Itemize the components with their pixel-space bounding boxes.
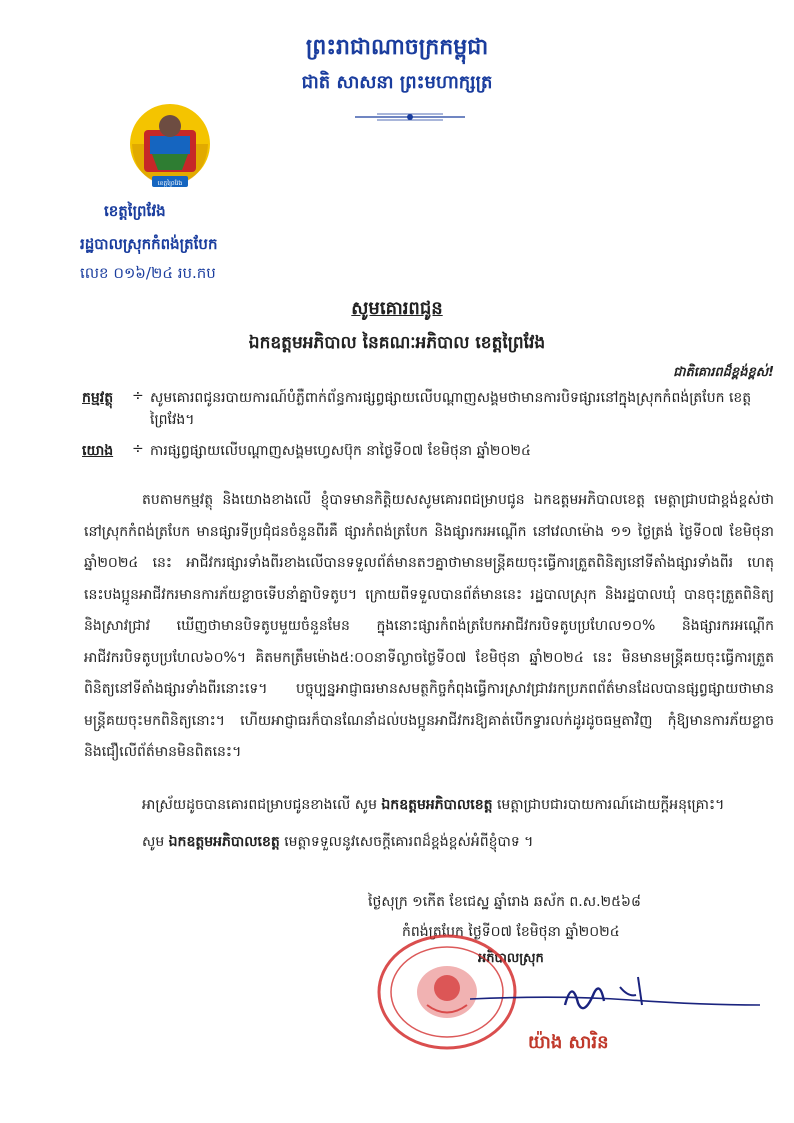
reference-text: ការផ្សព្វផ្សាយលើបណ្ដាញសង្គមហ្វេសប៊ុក នាថ្ងៃទី០៧ ខែមិថុនា ឆ្នាំ២០២៤ bbox=[150, 443, 531, 459]
letter-heading: សូមគោរពជូន bbox=[351, 298, 443, 319]
signer-title: អភិបាលស្រុក bbox=[478, 951, 544, 966]
closing-text-pre: សូម bbox=[142, 834, 169, 850]
reference-number: លេខ ០១៦/២៤ រប.កប bbox=[80, 264, 216, 282]
closing-recipient: ឯកឧត្តមអភិបាលខេត្ត bbox=[168, 834, 280, 850]
signature-icon bbox=[470, 965, 760, 1025]
request-paragraph bbox=[142, 795, 724, 816]
subject-separator: ÷ bbox=[132, 388, 144, 404]
district-hall-name: រដ្ឋបាលស្រុកកំពង់ត្របែក bbox=[80, 235, 218, 253]
lunar-date: ថ្ងៃសុក្រ ១កើត ខែជេស្ឋ ឆ្នាំរោង ឆស័ក ព.ស.២៥៦៨ bbox=[368, 894, 641, 910]
body-paragraph: តបតាមកម្មវត្ថុ និងយោងខាងលើ ខ្ញុំបាទមានកិត្តិយសសូមគោរពជម្រាបជូន ឯកឧត្តមអភិបាលខេត្ត មេត្តាជ្រាបជាខ្ពង់ខ្ពស់ថា នៅស្រុកកំពង់ត្របែក មានផ្សារទីប្រជុំជនចំនួនពីរគឺ ផ្សារកំពង់ត្របែក និងផ្សារករអណ្ដើក នៅវេលាម៉ោង ១១ ថ្ងៃត្រង់ ថ្ងៃទី០៧ ខែមិថុនា ឆ្នាំ២០២៤ នេះ អាជីវករផ្សារទាំងពីរខាងលើបានទទួលព័ត៌មានតៗគ្នាថាមានមន្ត្រីគយចុះធ្វើការត្រួតពិនិត្យនៅទីតាំងផ្សារទាំងពីរ ហេតុនេះបងប្អូនអាជីវករមានការភ័យខ្លាចទើបនាំគ្នាបិទតូប។ ក្រោយពីទទួលបានព័ត៌មាននេះ រដ្ឋបាលស្រុក និងរដ្ឋបាលឃុំ បានចុះត្រួតពិនិត្យ និងស្រាវជ្រាវ ឃើញថាមានបិទតូបមួយចំនួនមែន ក្នុងនោះផ្សារកំពង់ត្របែកអាជីវករបិទតូបប្រហែល១០% និងផ្សារករអណ្ដើកអាជីវករបិទតូបប្រហែល៦០%។ គិតមកត្រឹមម៉ោង៥:០០នាទីល្ងាចថ្ងៃទី០៧ ខែមិថុនា ឆ្នាំ២០២៤ នេះ មិនមានមន្ត្រីគយចុះធ្វើការត្រួតពិនិត្យនៅទីតាំងផ្សារទាំងពីរនោះទេ។ បច្ចុប្បន្នអាជ្ញាធរមានសមត្ថកិច្ចកំពុងធ្វើការស្រាវជ្រាវរកប្រភពព័ត៌មានដែលបានផ្សព្វផ្សាយថាមានមន្ត្រីគយចុះមកពិនិត្យនោះ។ ហើយអាជ្ញាធរក៏បានណែនាំដល់បងប្អូនអាជីវករឱ្យគាត់បើកទ្វារលក់ដូរដូចធម្មតាវិញ កុំឱ្យមានការភ័យខ្លាច និងជឿលើព័ត៌មានមិនពិតនេះ។ bbox=[84, 492, 774, 760]
subject-label: កម្មវត្ថុ bbox=[82, 390, 114, 406]
national-motto: ជាតិ សាសនា ព្រះមហាក្សត្រ bbox=[301, 72, 493, 93]
request-recipient: ឯកឧត្តមអភិបាលខេត្ត bbox=[381, 797, 493, 813]
subject-row bbox=[82, 388, 772, 431]
province-name: ខេត្តព្រៃវែង bbox=[104, 202, 166, 220]
subject-text: សូមគោរពជូនរបាយការណ៍បំភ្លឺពាក់ព័ន្ធការផ្សព្វផ្សាយលើបណ្ដាញសង្គមថាមានការបិទផ្សារនៅក្នុងស្រុកកំពង់ត្របែក ខេត្តព្រៃវែង។ bbox=[150, 390, 752, 428]
reference-separator: ÷ bbox=[132, 441, 144, 457]
svg-text:ខេត្តព្រៃវែង: ខេត្តព្រៃវែង bbox=[157, 180, 183, 187]
reference-row bbox=[82, 441, 772, 463]
place-date: កំពង់ត្របែក ថ្ងៃទី០៧ ខែមិថុនា ឆ្នាំ២០២៤ bbox=[402, 924, 620, 940]
request-text-post: មេត្តាជ្រាបជារបាយការណ៍ដោយក្ដីអនុគ្រោះ។ bbox=[492, 797, 725, 813]
request-text-pre: អាស្រ័យដូចបានគោរពជម្រាបជូនខាងលើ សូម bbox=[142, 797, 382, 813]
province-emblem-icon bbox=[122, 96, 218, 196]
reference-label: យោង bbox=[82, 443, 114, 459]
kingdom-title: ព្រះរាជាណាចក្រកម្ពុជា bbox=[305, 35, 489, 60]
closing-paragraph bbox=[142, 832, 533, 853]
signer-name: យ៉ាង សារិន bbox=[528, 1032, 609, 1053]
closing-text-post: មេត្តាទទួលនូវសេចក្ដីគោរពដ៏ខ្ពង់ខ្ពស់អំពីខ្ញុំបាទ ។ bbox=[279, 834, 534, 850]
divider-ornament bbox=[355, 110, 465, 124]
greeting: ជាតិគោរពដ៏ខ្ពង់ខ្ពស់! bbox=[673, 365, 774, 380]
letter-recipient: ឯកឧត្តមអភិបាល នៃគណៈអភិបាល ខេត្តព្រៃវែង bbox=[248, 333, 546, 353]
